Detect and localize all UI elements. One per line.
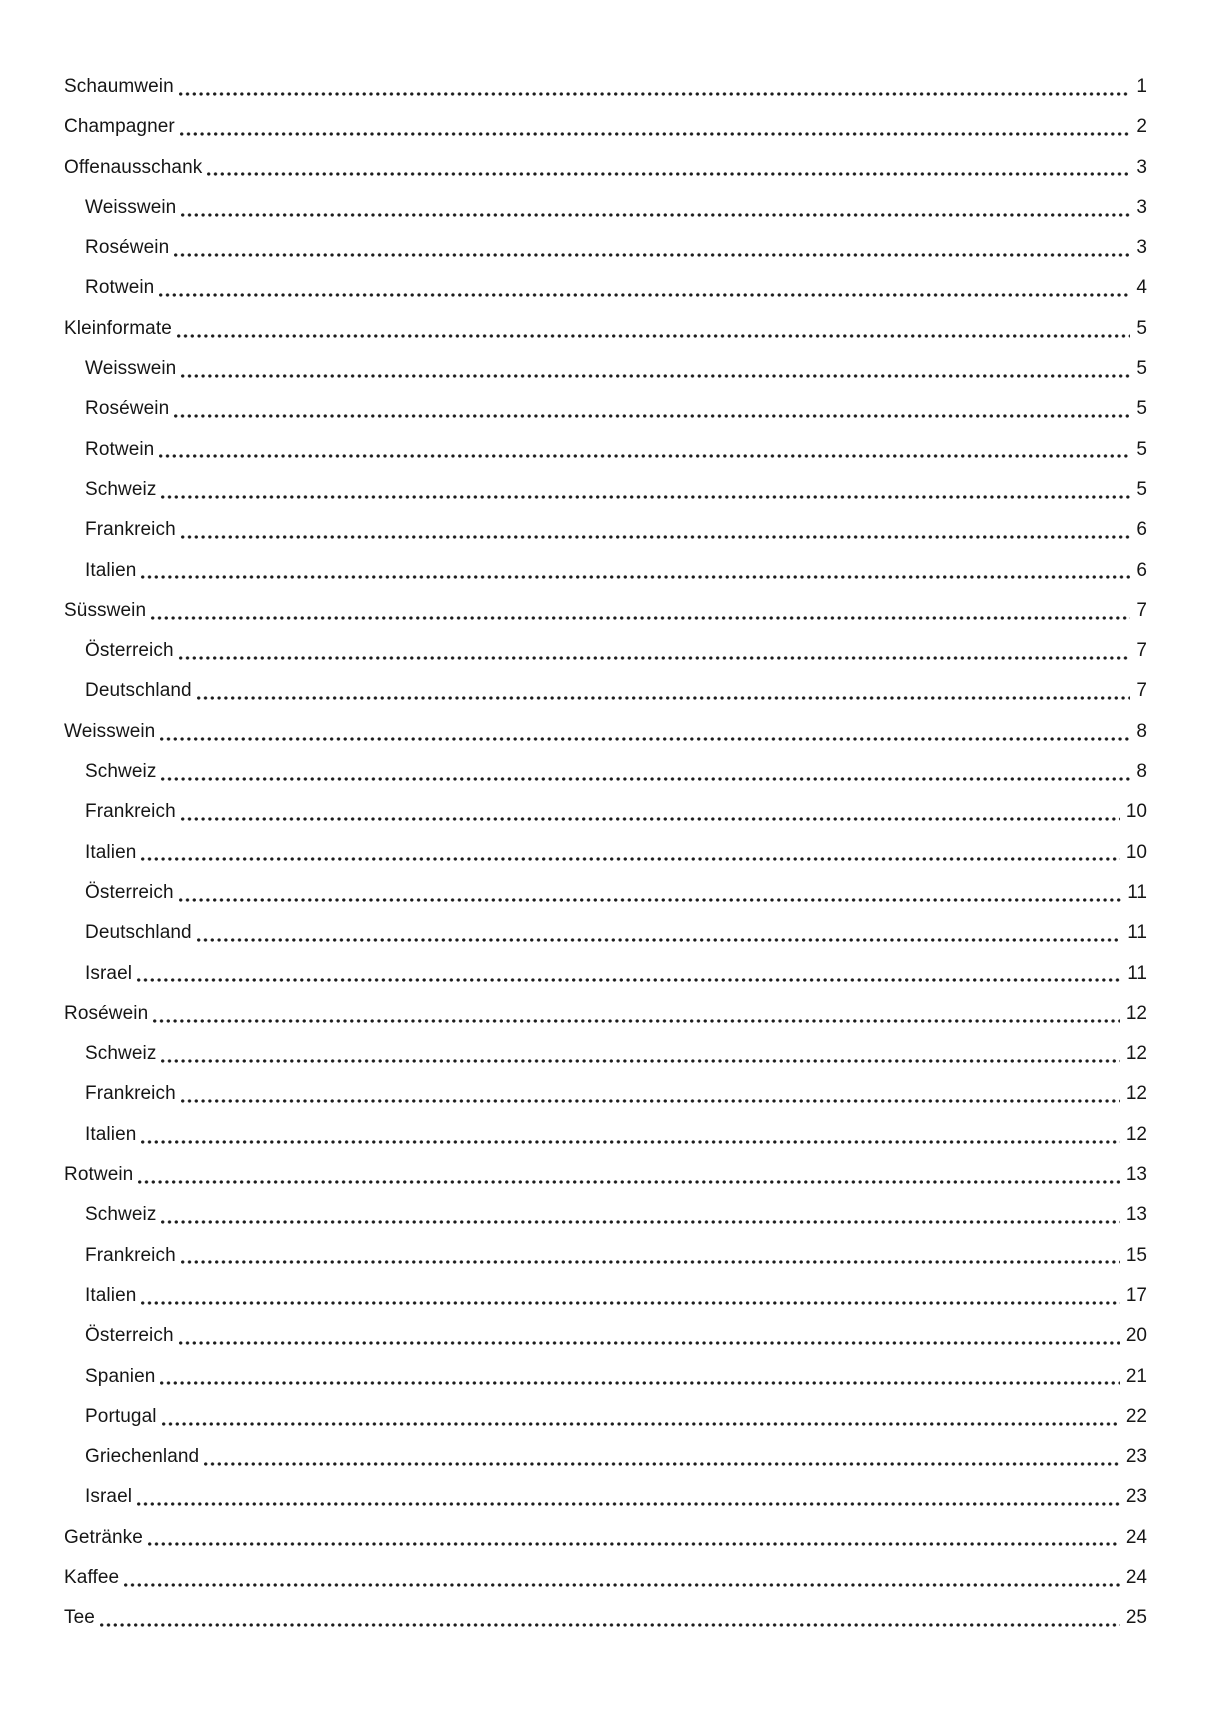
toc-entry[interactable] bbox=[64, 188, 1147, 228]
toc-entry[interactable] bbox=[64, 551, 1147, 591]
toc-entry[interactable] bbox=[64, 148, 1147, 188]
toc-entry-label: Kaffee bbox=[64, 1566, 120, 1588]
toc-entry-page: 3 bbox=[1136, 237, 1147, 259]
toc-entry-page: 5 bbox=[1136, 438, 1147, 460]
dot-leader bbox=[161, 1195, 1119, 1235]
toc-entry-page: 5 bbox=[1136, 478, 1147, 500]
toc-entry-page: 21 bbox=[1125, 1365, 1147, 1387]
toc-entry-page: 13 bbox=[1125, 1204, 1147, 1226]
toc-entry-page: 22 bbox=[1125, 1405, 1147, 1427]
toc-entry[interactable] bbox=[64, 268, 1147, 308]
toc-entry-label: Champagner bbox=[64, 116, 175, 138]
dot-leader bbox=[179, 631, 1131, 671]
toc-entry-page: 11 bbox=[1127, 881, 1147, 903]
toc-entry-label: Schweiz bbox=[85, 761, 157, 783]
toc-entry[interactable] bbox=[64, 792, 1147, 832]
toc-entry-page: 24 bbox=[1125, 1526, 1147, 1548]
toc-entry-page: 24 bbox=[1125, 1566, 1147, 1588]
toc-entry-label: Italien bbox=[85, 559, 137, 581]
toc-entry-label: Frankreich bbox=[85, 1083, 176, 1105]
dot-leader bbox=[181, 1236, 1120, 1276]
toc-entry[interactable] bbox=[64, 1115, 1147, 1155]
toc-entry-label: Rotwein bbox=[85, 277, 155, 299]
toc-entry-page: 7 bbox=[1136, 640, 1147, 662]
dot-leader bbox=[137, 954, 1121, 994]
toc-entry-page: 12 bbox=[1125, 1043, 1147, 1065]
toc-entry[interactable] bbox=[64, 1034, 1147, 1074]
toc-entry-label: Weisswein bbox=[85, 358, 177, 380]
toc-entry[interactable] bbox=[64, 430, 1147, 470]
toc-entry-label: Italien bbox=[85, 1284, 137, 1306]
toc-entry-page: 12 bbox=[1125, 1083, 1147, 1105]
toc-entry[interactable] bbox=[64, 309, 1147, 349]
dot-leader bbox=[179, 67, 1131, 107]
toc-entry[interactable] bbox=[64, 913, 1147, 953]
dot-leader bbox=[161, 470, 1130, 510]
toc-entry-label: Schweiz bbox=[85, 1204, 157, 1226]
toc-entry-label: Frankreich bbox=[85, 519, 176, 541]
toc-entry-page: 5 bbox=[1136, 398, 1147, 420]
toc-entry-label: Offenausschank bbox=[64, 156, 203, 178]
toc-entry[interactable] bbox=[64, 712, 1147, 752]
dot-leader bbox=[180, 107, 1131, 147]
toc-entry-page: 8 bbox=[1136, 720, 1147, 742]
toc-entry-page: 17 bbox=[1125, 1284, 1147, 1306]
toc-entry[interactable] bbox=[64, 389, 1147, 429]
dot-leader bbox=[177, 309, 1131, 349]
toc-entry[interactable] bbox=[64, 631, 1147, 671]
toc-entry-label: Israel bbox=[85, 962, 133, 984]
dot-leader bbox=[197, 913, 1122, 953]
toc-entry-label: Süsswein bbox=[64, 599, 147, 621]
toc-entry-page: 25 bbox=[1125, 1607, 1147, 1629]
toc-entry[interactable] bbox=[64, 1357, 1147, 1397]
toc-entry-label: Roséwein bbox=[64, 1002, 149, 1024]
toc-entry[interactable] bbox=[64, 1316, 1147, 1356]
toc-entry-label: Rotwein bbox=[85, 438, 155, 460]
dot-leader bbox=[141, 551, 1130, 591]
toc-entry[interactable] bbox=[64, 1074, 1147, 1114]
toc-entry-label: Österreich bbox=[85, 640, 174, 662]
dot-leader bbox=[197, 671, 1131, 711]
toc-entry[interactable] bbox=[64, 1477, 1147, 1517]
toc-entry-page: 23 bbox=[1125, 1486, 1147, 1508]
toc-entry[interactable] bbox=[64, 510, 1147, 550]
toc-entry-label: Getränke bbox=[64, 1526, 143, 1548]
toc-entry-page: 6 bbox=[1136, 519, 1147, 541]
toc-entry-page: 7 bbox=[1136, 680, 1147, 702]
toc-entry-page: 12 bbox=[1125, 1002, 1147, 1024]
toc-entry-label: Tee bbox=[64, 1607, 95, 1629]
toc-entry[interactable] bbox=[64, 671, 1147, 711]
toc-entry-page: 3 bbox=[1136, 156, 1147, 178]
dot-leader bbox=[161, 1034, 1119, 1074]
toc-entry[interactable] bbox=[64, 752, 1147, 792]
dot-leader bbox=[141, 1276, 1119, 1316]
toc-entry-label: Israel bbox=[85, 1486, 133, 1508]
dot-leader bbox=[162, 1397, 1120, 1437]
dot-leader bbox=[138, 1155, 1120, 1195]
toc-entry[interactable] bbox=[64, 591, 1147, 631]
toc-entry[interactable] bbox=[64, 1155, 1147, 1195]
toc-entry-page: 8 bbox=[1136, 761, 1147, 783]
toc-entry-page: 5 bbox=[1136, 317, 1147, 339]
toc-entry[interactable] bbox=[64, 1518, 1147, 1558]
toc-entry[interactable] bbox=[64, 228, 1147, 268]
toc-entry-label: Kleinformate bbox=[64, 317, 172, 339]
toc-entry[interactable] bbox=[64, 67, 1147, 107]
toc-entry-page: 11 bbox=[1127, 922, 1147, 944]
dot-leader bbox=[204, 1437, 1120, 1477]
dot-leader bbox=[151, 591, 1130, 631]
toc-entry[interactable] bbox=[64, 1598, 1147, 1638]
toc-entry-label: Weisswein bbox=[64, 720, 156, 742]
dot-leader bbox=[179, 1316, 1120, 1356]
toc-entry[interactable] bbox=[64, 107, 1147, 147]
toc-entry-page: 23 bbox=[1125, 1446, 1147, 1468]
dot-leader bbox=[207, 148, 1130, 188]
toc-entry-page: 13 bbox=[1125, 1164, 1147, 1186]
toc-entry[interactable] bbox=[64, 1558, 1147, 1598]
dot-leader bbox=[161, 752, 1130, 792]
dot-leader bbox=[124, 1558, 1120, 1598]
toc-entry[interactable] bbox=[64, 349, 1147, 389]
dot-leader bbox=[181, 349, 1130, 389]
dot-leader bbox=[160, 1357, 1119, 1397]
toc-entry-label: Schweiz bbox=[85, 478, 157, 500]
toc-entry-page: 2 bbox=[1136, 116, 1147, 138]
toc-entry-page: 12 bbox=[1125, 1123, 1147, 1145]
toc-entry-page: 10 bbox=[1125, 841, 1147, 863]
toc-entry[interactable] bbox=[64, 873, 1147, 913]
toc-entry-label: Roséwein bbox=[85, 237, 170, 259]
dot-leader bbox=[148, 1518, 1120, 1558]
toc-entry-page: 15 bbox=[1125, 1244, 1147, 1266]
toc-entry-label: Griechenland bbox=[85, 1446, 200, 1468]
dot-leader bbox=[141, 833, 1119, 873]
toc-entry[interactable] bbox=[64, 1195, 1147, 1235]
toc-entry-page: 5 bbox=[1136, 358, 1147, 380]
toc-entry-page: 3 bbox=[1136, 196, 1147, 218]
toc-entry[interactable] bbox=[64, 954, 1147, 994]
toc-entry-label: Portugal bbox=[85, 1405, 157, 1427]
toc-entry[interactable] bbox=[64, 1397, 1147, 1437]
toc-entry-label: Spanien bbox=[85, 1365, 156, 1387]
dot-leader bbox=[179, 873, 1122, 913]
toc-entry-page: 1 bbox=[1136, 76, 1147, 97]
toc-entry-page: 11 bbox=[1127, 962, 1147, 984]
dot-leader bbox=[174, 389, 1130, 429]
toc-entry-label: Österreich bbox=[85, 1325, 174, 1347]
toc-entry-label: Deutschland bbox=[85, 922, 192, 944]
toc-entry-label: Weisswein bbox=[85, 196, 177, 218]
toc-entry-label: Italien bbox=[85, 1123, 137, 1145]
dot-leader bbox=[160, 712, 1130, 752]
dot-leader bbox=[159, 430, 1130, 470]
dot-leader bbox=[137, 1477, 1120, 1517]
dot-leader bbox=[181, 188, 1130, 228]
toc-entry-label: Roséwein bbox=[85, 398, 170, 420]
toc-entry-label: Italien bbox=[85, 841, 137, 863]
dot-leader bbox=[181, 1074, 1120, 1114]
dot-leader bbox=[100, 1598, 1120, 1638]
toc-entry-label: Deutschland bbox=[85, 680, 192, 702]
toc-entry-page: 20 bbox=[1125, 1325, 1147, 1347]
dot-leader bbox=[159, 268, 1130, 308]
dot-leader bbox=[181, 510, 1131, 550]
toc-entry[interactable] bbox=[64, 1437, 1147, 1477]
dot-leader bbox=[153, 994, 1120, 1034]
toc-entry[interactable] bbox=[64, 470, 1147, 510]
dot-leader bbox=[181, 792, 1120, 832]
toc-entry[interactable] bbox=[64, 994, 1147, 1034]
toc-entry-label: Rotwein bbox=[64, 1164, 134, 1186]
toc-entry-page: 4 bbox=[1136, 277, 1147, 299]
toc-entry-label: Frankreich bbox=[85, 1244, 176, 1266]
toc-entry-page: 6 bbox=[1136, 559, 1147, 581]
toc-entry[interactable] bbox=[64, 1276, 1147, 1316]
dot-leader bbox=[141, 1115, 1119, 1155]
toc-entry-label: Österreich bbox=[85, 881, 174, 903]
toc-entry-label: Schweiz bbox=[85, 1043, 157, 1065]
toc-entry-label: Schaumwein bbox=[64, 76, 174, 97]
toc-entry-label: Frankreich bbox=[85, 801, 176, 823]
toc-entry-page: 10 bbox=[1125, 801, 1147, 823]
toc-entry-page: 7 bbox=[1136, 599, 1147, 621]
toc-entry[interactable] bbox=[64, 833, 1147, 873]
toc-entry[interactable] bbox=[64, 1236, 1147, 1276]
dot-leader bbox=[174, 228, 1130, 268]
